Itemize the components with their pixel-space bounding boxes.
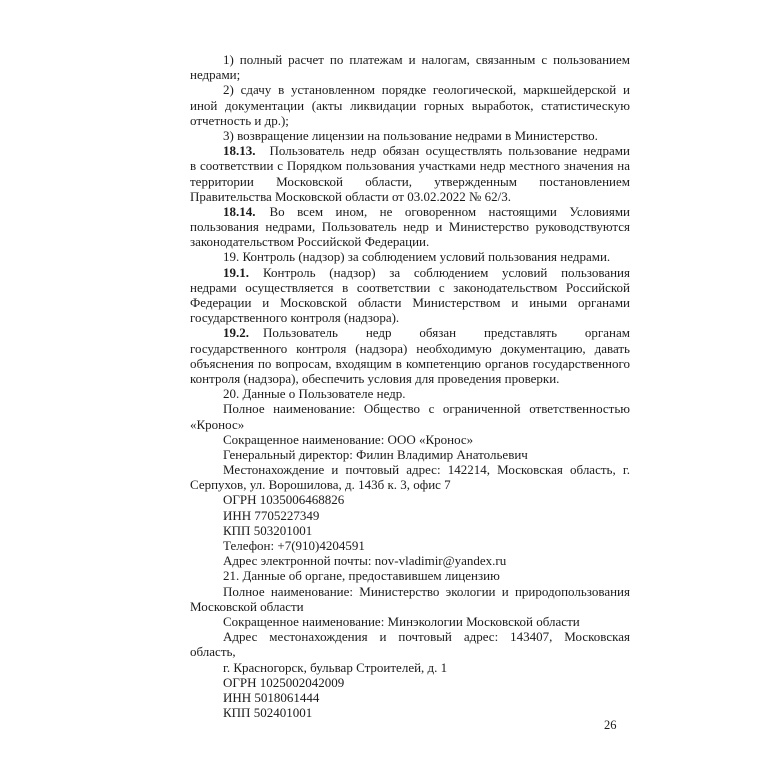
- text-line-content: 2) сдачу в установленном порядке геологической, маркшейдерской и: [223, 82, 630, 98]
- text-line: [190, 341, 630, 356]
- text-line: [190, 644, 630, 659]
- text-line-content: Адрес местонахождения и почтовый адрес: 143407, Московская: [223, 629, 630, 645]
- text-line-content: «Кронос»: [190, 416, 245, 432]
- text-line-content: Полное наименование: Общество с ограниченной ответственностью: [223, 401, 630, 417]
- text-line-content: Контроль (надзор) за соблюдением условий пользования: [263, 264, 630, 280]
- text-line-content: пользования недрами, Пользователь недр и Министерство руководствуются: [190, 219, 630, 235]
- text-line: [190, 705, 630, 720]
- text-line: [190, 432, 630, 447]
- text-line: [190, 523, 630, 538]
- text-line: [190, 280, 630, 295]
- text-line: [190, 508, 630, 523]
- text-line-content: область,: [190, 644, 236, 660]
- text-line-content: Местонахождение и почтовый адрес: 142214, Московская область, г.: [223, 462, 630, 478]
- clause-number: 18.14.: [223, 203, 256, 219]
- text-line: [190, 143, 630, 158]
- text-line-content: 19. Контроль (надзор) за соблюдением условий пользования недрами.: [223, 249, 611, 265]
- text-line-content: 1) полный расчет по платежам и налогам, связанным с пользованием: [223, 52, 630, 67]
- text-line-content: законодательством Российской Федерации.: [190, 234, 430, 250]
- text-line-content: иной документации (акты ликвидации горных выработок, статистическую: [190, 97, 630, 113]
- text-line: [190, 553, 630, 568]
- text-line-content: Сокращенное наименование: ООО «Кронос»: [223, 431, 474, 447]
- text-line: [190, 310, 630, 325]
- text-line-content: ОГРН 1025002042009: [223, 674, 345, 690]
- text-line-content: Адрес электронной почты: nov-vladimir@yandex.ru: [223, 553, 507, 569]
- text-line-content: государственного контроля (надзора).: [190, 310, 400, 326]
- text-line-content: отчетность и др.);: [190, 112, 289, 128]
- text-line: [190, 538, 630, 553]
- text-line-content: Федерации и Московской области Министерством и иными органами: [190, 295, 630, 310]
- text-line-content: Полное наименование: Министерство экологии и природопользования: [223, 583, 630, 599]
- text-line: [190, 690, 630, 705]
- text-line: [190, 447, 630, 462]
- text-line: [190, 325, 630, 340]
- text-column: [190, 52, 630, 720]
- text-line-content: территории Московской области, утвержденным постановлением: [190, 173, 630, 189]
- clause-number: 18.13.: [223, 143, 256, 159]
- text-line: [190, 492, 630, 507]
- text-line-content: государственного контроля (надзора) необходимую документацию, давать: [190, 340, 630, 356]
- text-line: [190, 660, 630, 675]
- text-line: [190, 386, 630, 401]
- text-line: [190, 113, 630, 128]
- text-line-content: недрами;: [190, 67, 241, 83]
- text-line-content: Сокращенное наименование: Минэкологии Московской области: [223, 613, 580, 629]
- text-line-content: объяснения по вопросам, входящим в компетенцию органов государственного: [190, 355, 630, 371]
- text-line: [190, 67, 630, 82]
- text-line: [190, 371, 630, 386]
- text-line: [190, 417, 630, 432]
- text-line-content: Московской области: [190, 598, 304, 614]
- text-line-content: Телефон: +7(910)4204591: [223, 538, 365, 553]
- text-line: [190, 249, 630, 264]
- text-line: [190, 265, 630, 280]
- text-line: [190, 82, 630, 97]
- text-line-content: 21. Данные об органе, предоставившем лицензию: [223, 568, 500, 584]
- text-line-content: КПП 503201001: [223, 522, 313, 538]
- text-line: [190, 584, 630, 599]
- text-line-content: 3) возвращение лицензии на пользование недрами в Министерство.: [223, 127, 598, 143]
- text-line: [190, 614, 630, 629]
- text-line-content: недрами осуществляется в соответствии с законодательством Российской: [190, 279, 630, 295]
- text-line-content: Пользователь недр обязан представлять органам: [263, 325, 630, 341]
- text-line: [190, 356, 630, 371]
- text-line: [190, 204, 630, 219]
- text-line-content: Серпухов, ул. Ворошилова, д. 143б к. 3, офис 7: [190, 477, 451, 493]
- text-line: [190, 599, 630, 614]
- text-line-content: 20. Данные о Пользователе недр.: [223, 386, 406, 402]
- text-line: [190, 477, 630, 492]
- text-line: [190, 219, 630, 234]
- text-line: [190, 401, 630, 416]
- text-line-content: Правительства Московской области от 03.02.2022 № 62/3.: [190, 188, 511, 204]
- text-line-content: КПП 502401001: [223, 705, 313, 721]
- page-number: 26: [604, 718, 617, 732]
- text-line: [190, 675, 630, 690]
- text-line-content: ОГРН 1035006468826: [223, 492, 345, 508]
- text-line-content: Во всем ином, не оговоренном настоящими Условиями: [269, 203, 630, 219]
- text-line-content: в соответствии с Порядком пользования участками недр местного значения на: [190, 158, 630, 174]
- text-line-content: ИНН 5018061444: [223, 689, 320, 705]
- text-line-content: контроля (надзора), обеспечить условия для проведения проверки.: [190, 370, 560, 386]
- text-line: [190, 174, 630, 189]
- text-line: [190, 98, 630, 113]
- text-line-content: Генеральный директор: Филин Владимир Анатольевич: [223, 446, 528, 462]
- text-line: [190, 128, 630, 143]
- text-line-content: ИНН 7705227349: [223, 507, 320, 523]
- text-line: [190, 158, 630, 173]
- text-line-content: г. Красногорск, бульвар Строителей, д. 1: [223, 659, 448, 675]
- text-line: [190, 189, 630, 204]
- text-line-content: Пользователь недр обязан осуществлять пользование недрами: [269, 143, 630, 159]
- text-line: [190, 234, 630, 249]
- clause-number: 19.2.: [223, 325, 249, 341]
- clause-number: 19.1.: [223, 264, 249, 280]
- text-line: [190, 295, 630, 310]
- text-line: [190, 629, 630, 644]
- text-line: [190, 52, 630, 67]
- text-line: [190, 462, 630, 477]
- text-line: [190, 568, 630, 583]
